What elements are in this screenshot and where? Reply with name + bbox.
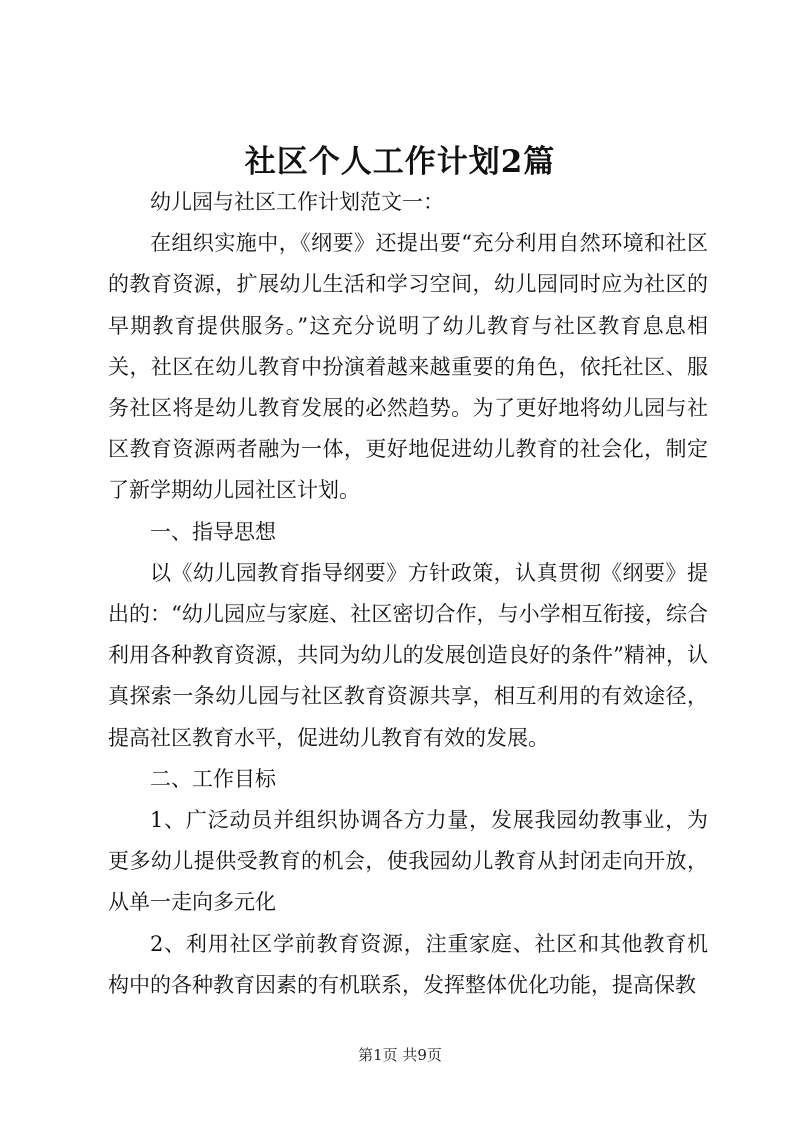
document-body [108, 182, 708, 1006]
page-title: 社区个人工作计划2篇 [244, 144, 556, 180]
paragraph-intro-heading: 幼儿园与社区工作计划范文一： [150, 190, 444, 214]
page-number-footer: 第1页 共9页 [358, 1046, 442, 1064]
section-heading-work-goals: 二、工作目标 [150, 766, 276, 791]
section-heading-guiding-ideology: 一、指导思想 [150, 519, 276, 544]
paragraph-intro: 在组织实施中，《纲要》还提出要“充分利用自然环境和社区的教育资源，扩展幼儿生活和学习空间，幼儿园同时应为社区的早期教育提供服务。”这充分说明了幼儿教育与社区教育息息相关，社区在幼儿教育中扮演着越来越重要的角色，依托社区、服务社区将是幼儿教育发展的必然趋势。为了更好地将幼儿园与社区教育资源两者融为一体，更好地促进幼儿教育的社会化，制定了新学期幼儿园社区计划。 [108, 231, 708, 503]
paragraph-guiding-ideology: 以《幼儿园教育指导纲要》方针政策，认真贯彻《纲要》提出的：“幼儿园应与家庭、社区密切合作，与小学相互衔接，综合利用各种教育资源，共同为幼儿的发展创造良好的条件”精神，认真探索一条幼儿园与社区教育资源共享，相互利用的有效途径，提高社区教育水平，促进幼儿教育有效的发展。 [108, 560, 708, 750]
paragraph-goal-2: 2、利用社区学前教育资源，注重家庭、社区和其他教育机构中的各种教育因素的有机联系，发挥整体优化功能，提高保教 [108, 931, 708, 997]
paragraph-goal-1: 1、广泛动员并组织协调各方力量，发展我园幼教事业，为更多幼儿提供受教育的机会，使我园幼儿教育从封闭走向开放，从单一走向多元化 [108, 808, 708, 915]
